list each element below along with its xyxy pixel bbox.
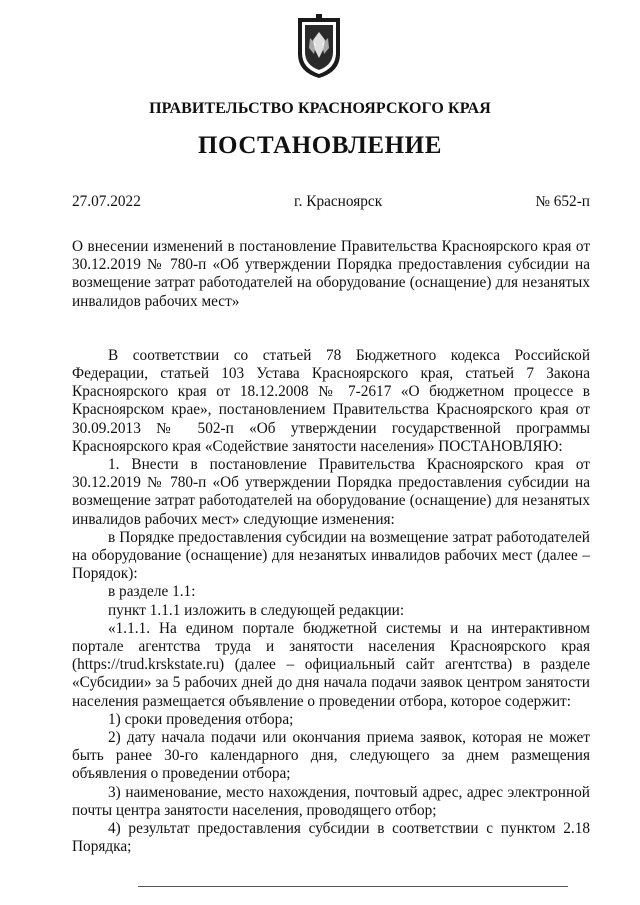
footer-divider [138, 886, 568, 887]
document-number: № 652-п [535, 193, 590, 210]
document-body [72, 238, 590, 857]
item-1-paragraph: 1. Внести в постановление Правительства Красноярского края от 30.12.2019 № 780-п «Об утверждении Порядка предоставления субсидии на возмещение затрат работодателей на оборудование (оснащение) для незанятых инвалидов рабочих мест» следующие изменения: [72, 456, 590, 528]
list-item-1: 1) сроки проведения отбора; [108, 710, 294, 728]
government-title: ПРАВИТЕЛЬСТВО КРАСНОЯРСКОГО КРАЯ [149, 100, 491, 117]
clause-1-1-1-paragraph: «1.1.1. На едином портале бюджетной системы и на интерактивном портале агентства труда и занятости населения Красноярского края (https://trud.krskstate.ru) (далее – официальный сайт агентства) в разделе «Субсидии» за 5 рабочих дней до дня начала подачи заявок центром занятости населения размещается объявление о проведении отбора, которое содержит: [72, 619, 590, 710]
list-item-3: 3) наименование, место нахождения, почтовый адрес, адрес электронной почты центра занятости населения, проводящего отбор; [72, 783, 590, 819]
coat-of-arms-emblem [292, 14, 346, 80]
document-meta-row [72, 193, 590, 211]
order-amendment-paragraph: в Порядке предоставления субсидии на возмещение затрат работодателей на оборудование (оснащение) для незанятых инвалидов рабочих мест (далее – Порядок): [72, 528, 590, 583]
clause-reference-paragraph: пункт 1.1.1 изложить в следующей редакции: [108, 601, 405, 619]
document-date: 27.07.2022 [72, 193, 141, 210]
preamble-paragraph: В соответствии со статьей 78 Бюджетного кодекса Российской Федерации, статьей 103 Устава Красноярского края, статьей 7 Закона Красноярского края от 18.12.2008 № 7-2617 «О бюджетном процессе в Красноярском крае», постановлением Правительства Красноярского края от 30.09.2013 № 502-п «Об утверждении государственной программы Красноярского края «Содействие занятости населения» ПОСТАНОВЛЯЮ: [72, 346, 590, 455]
document-city: г. Красноярск [294, 193, 383, 210]
section-reference-paragraph: в разделе 1.1: [108, 583, 196, 601]
list-item-4: 4) результат предоставления субсидии в соответствии с пунктом 2.18 Порядка; [72, 820, 590, 856]
document-type-title: ПОСТАНОВЛЕНИЕ [197, 132, 443, 159]
list-item-2: 2) дату начала подачи или окончания приема заявок, которая не может быть ранее 30-го календарного дня, следующего за днем размещения объявления о проведении отбора; [72, 729, 590, 783]
document-subject: О внесении изменений в постановление Правительства Красноярского края от 30.12.2019 № 780-п «Об утверждении Порядка предоставления субсидии на возмещение затрат работодателей на оборудование (оснащение) для незанятых инвалидов рабочих мест» [72, 238, 590, 310]
